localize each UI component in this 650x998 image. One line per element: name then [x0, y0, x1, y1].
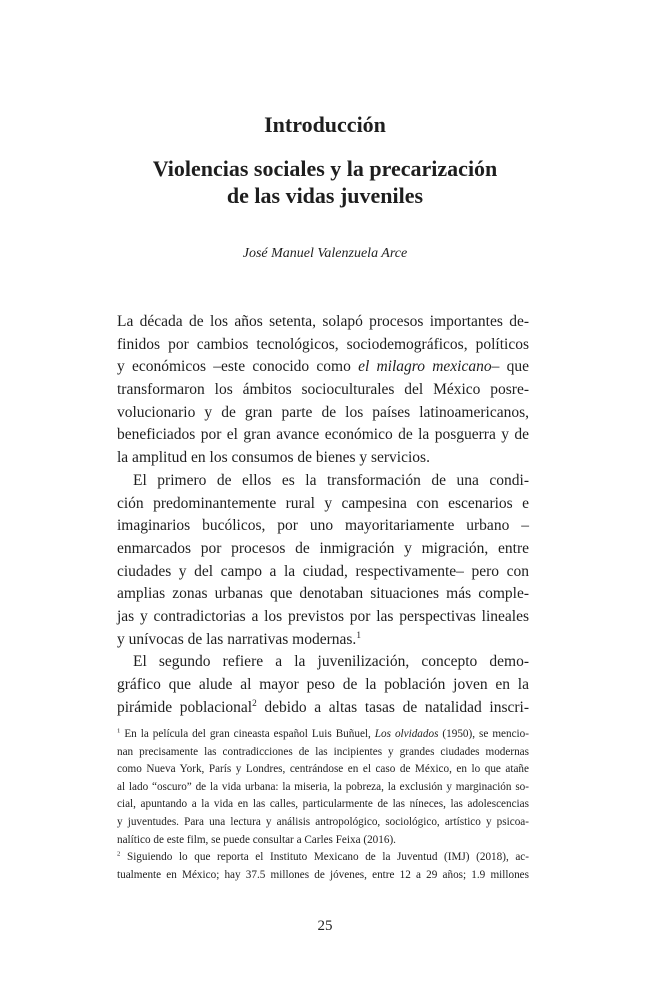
text-line: enmarcados por procesos de inmigración y migración, entre [117, 539, 529, 557]
footnote-line: nan precisamente las contradicciones de las incipientes y grandes ciudades modernas [117, 745, 529, 758]
text-line: jas y contradictorias a los previstos por las perspectivas lineales [117, 607, 529, 625]
text-line: beneficiados por el gran avance económico de la posguerra y de [117, 426, 529, 444]
text-line: amplias zonas urbanas que denotaban situaciones más comple- [117, 585, 529, 603]
subtitle-line: de las vidas juveniles [226, 183, 424, 208]
text-line: pirámide poblacional$^2$ debido a altas tasas de natalidad inscri- [117, 698, 529, 716]
footnote-line: nalítico de este film, se puede consultar a Carles Feixa (2016). [117, 833, 396, 846]
text-line: y unívocas de las narrativas modernas.$^1$ [117, 630, 361, 648]
body-text [117, 311, 529, 719]
footnote-line: cial, apuntando a la vida en las calles, particularmente de las níneces, las adolescencias [117, 798, 529, 811]
text-line: El segundo refiere a la juvenilización, concepto demo- [133, 653, 529, 671]
text-line: finidos por cambios tecnológicos, sociodemográficos, políticos [117, 335, 529, 353]
footnote-line: $^2$ Siguiendo lo que reporta el Instituto Mexicano de la Juventud (IMJ) (2018), ac- [117, 850, 530, 864]
footnote-ref[interactable]: 1 [356, 630, 361, 641]
footnote-line: como Nueva York, París y Londres, centrándose en el caso de México, en lo que atañe [117, 763, 529, 776]
text-line: La década de los años setenta, solapó procesos importantes de- [117, 313, 529, 330]
footnote-line: al lado “oscuro” de la vida urbana: la miseria, la pobreza, la exclusión y marginación so- [117, 780, 529, 793]
italic-phrase: Los olvidados [374, 728, 439, 740]
chapter-subtitle [0, 155, 650, 209]
footnote-line: tualmente en México; hay 37.5 millones de jóvenes, entre 12 a 29 años; 1.9 millones [117, 868, 529, 881]
page-number: 25 [317, 918, 333, 934]
text-line: y económicos –este conocido como el milagro mexicano– que [117, 358, 529, 376]
text-line: volucionario y de gran parte de los países latinoamericanos, [117, 403, 529, 421]
chapter-title: Introducción [264, 112, 386, 137]
footnote-ref[interactable]: 2 [252, 698, 257, 709]
text-line: transformaron los ámbitos socioculturales del México posre- [117, 381, 529, 399]
author-name: José Manuel Valenzuela Arce [242, 246, 408, 261]
text-line: ción predominantemente rural y campesina con escenarios e [117, 494, 529, 512]
italic-phrase: el milagro mexicano [358, 358, 492, 376]
footnote-line: y juventudes. Para una lectura y análisis antropológico, sociológico, artístico y psicoa- [117, 815, 529, 828]
text-line: ciudades y del campo a la ciudad, respectivamente– pero con [117, 562, 529, 580]
footnote-line: $^1$ En la película del gran cineasta español Luis Buñuel, Los olvidados (1950), se mencio- [117, 727, 529, 740]
footnote-mark: 2 [117, 850, 121, 858]
text-line: gráfico que alude al mayor peso de la población joven en la [117, 676, 529, 693]
text-line: imaginarios bucólicos, por uno mayoritariamente urbano – [117, 517, 529, 535]
footnote-mark: 1 [117, 727, 121, 735]
text-line: la amplitud en los consumos de bienes y servicios. [117, 449, 430, 467]
text-line: El primero de ellos es la transformación de una condi- [133, 471, 529, 489]
subtitle-line: Violencias sociales y la precarización [152, 156, 498, 181]
footnotes [117, 726, 529, 884]
